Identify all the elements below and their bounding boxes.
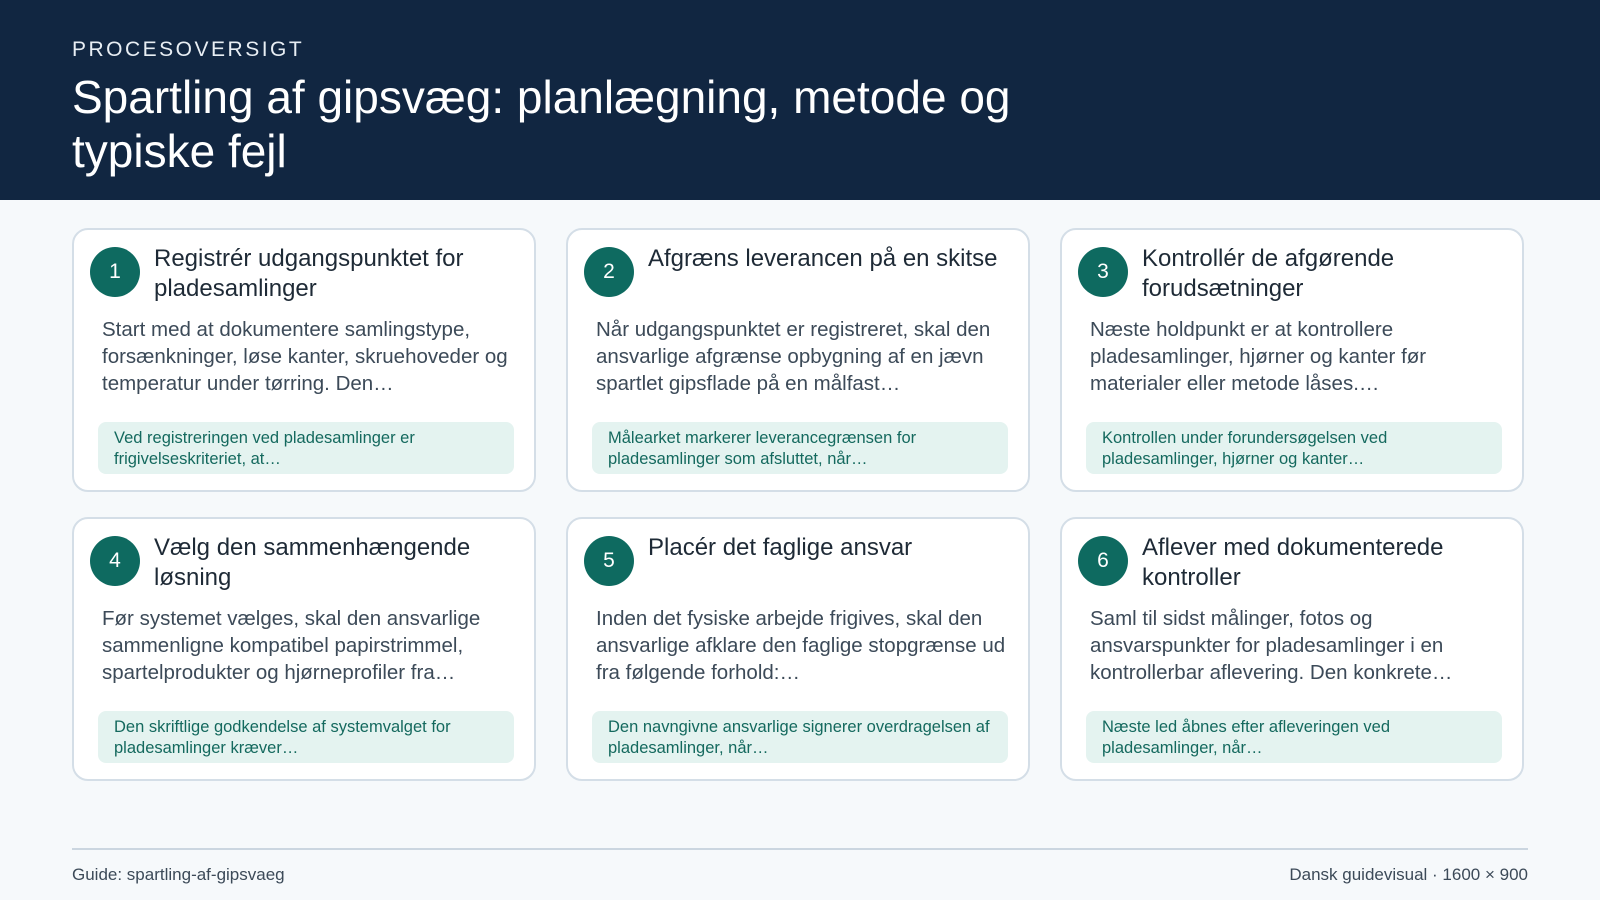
step-number-badge: 4 — [90, 536, 140, 586]
step-card-6 — [1060, 517, 1524, 781]
step-title: Registrér udgangspunktet for pladesamlinger — [154, 245, 464, 302]
footer-divider — [72, 848, 1528, 850]
step-description: Start med at dokumentere samlingstype, forsænkninger, løse kanter, skruehoveder og temperatur under tørring. Den… — [102, 318, 508, 395]
step-description: Næste holdpunkt er at kontrollere pladesamlinger, hjørner og kanter før materialer eller metode låses.… — [1090, 318, 1427, 395]
eyebrow-label: PROCESOVERSIGT — [72, 38, 305, 61]
step-card-1 — [72, 228, 536, 492]
step-description: Inden det fysiske arbejde frigives, skal den ansvarlige afklare den faglige stopgrænse ud fra følgende forhold:… — [596, 607, 1006, 684]
step-description: Før systemet vælges, skal den ansvarlige sammenligne kompatibel papirstrimmel, spartelprodukter og hjørneprofiler fra… — [102, 607, 481, 684]
step-note: Den skriftlige godkendelse af systemvalget for pladesamlinger kræver… — [98, 711, 514, 763]
step-number-badge: 6 — [1078, 536, 1128, 586]
step-title: Aflever med dokumenterede kontroller — [1142, 534, 1444, 591]
step-number-badge: 5 — [584, 536, 634, 586]
step-card-3 — [1060, 228, 1524, 492]
step-note: Ved registreringen ved pladesamlinger er frigivelseskriteriet, at… — [98, 422, 514, 474]
step-number-badge: 1 — [90, 247, 140, 297]
step-description: Saml til sidst målinger, fotos og ansvarspunkter for pladesamlinger i en kontrollerbar aflevering. Den konkrete… — [1090, 607, 1453, 684]
step-title: Vælg den sammenhængende løsning — [154, 534, 471, 591]
step-note: Målearket markerer leverancegrænsen for pladesamlinger som afsluttet, når… — [592, 422, 1008, 474]
step-number-badge: 3 — [1078, 247, 1128, 297]
footer-meta-label: Dansk guidevisual · 1600 × 900 — [1289, 865, 1528, 884]
step-note: Næste led åbnes efter afleveringen ved pladesamlinger, når… — [1086, 711, 1502, 763]
step-description: Når udgangspunktet er registreret, skal den ansvarlige afgrænse opbygning af en jævn spartlet gipsflade på en målfast… — [596, 318, 991, 395]
header-banner — [0, 0, 1600, 200]
step-card-2 — [566, 228, 1030, 492]
step-note: Den navngivne ansvarlige signerer overdragelsen af pladesamlinger, når… — [592, 711, 1008, 763]
step-title: Kontrollér de afgørende forudsætninger — [1142, 245, 1395, 302]
step-card-5 — [566, 517, 1030, 781]
page-title: Spartling af gipsvæg: planlægning, metode og typiske fejl — [72, 71, 1011, 177]
step-title: Placér det faglige ansvar — [648, 534, 913, 561]
step-note: Kontrollen under forundersøgelsen ved pladesamlinger, hjørner og kanter… — [1086, 422, 1502, 474]
step-number-badge: 2 — [584, 247, 634, 297]
footer-guide-label: Guide: spartling-af-gipsvaeg — [72, 865, 285, 884]
step-title: Afgræns leverancen på en skitse — [648, 245, 998, 272]
step-card-4 — [72, 517, 536, 781]
